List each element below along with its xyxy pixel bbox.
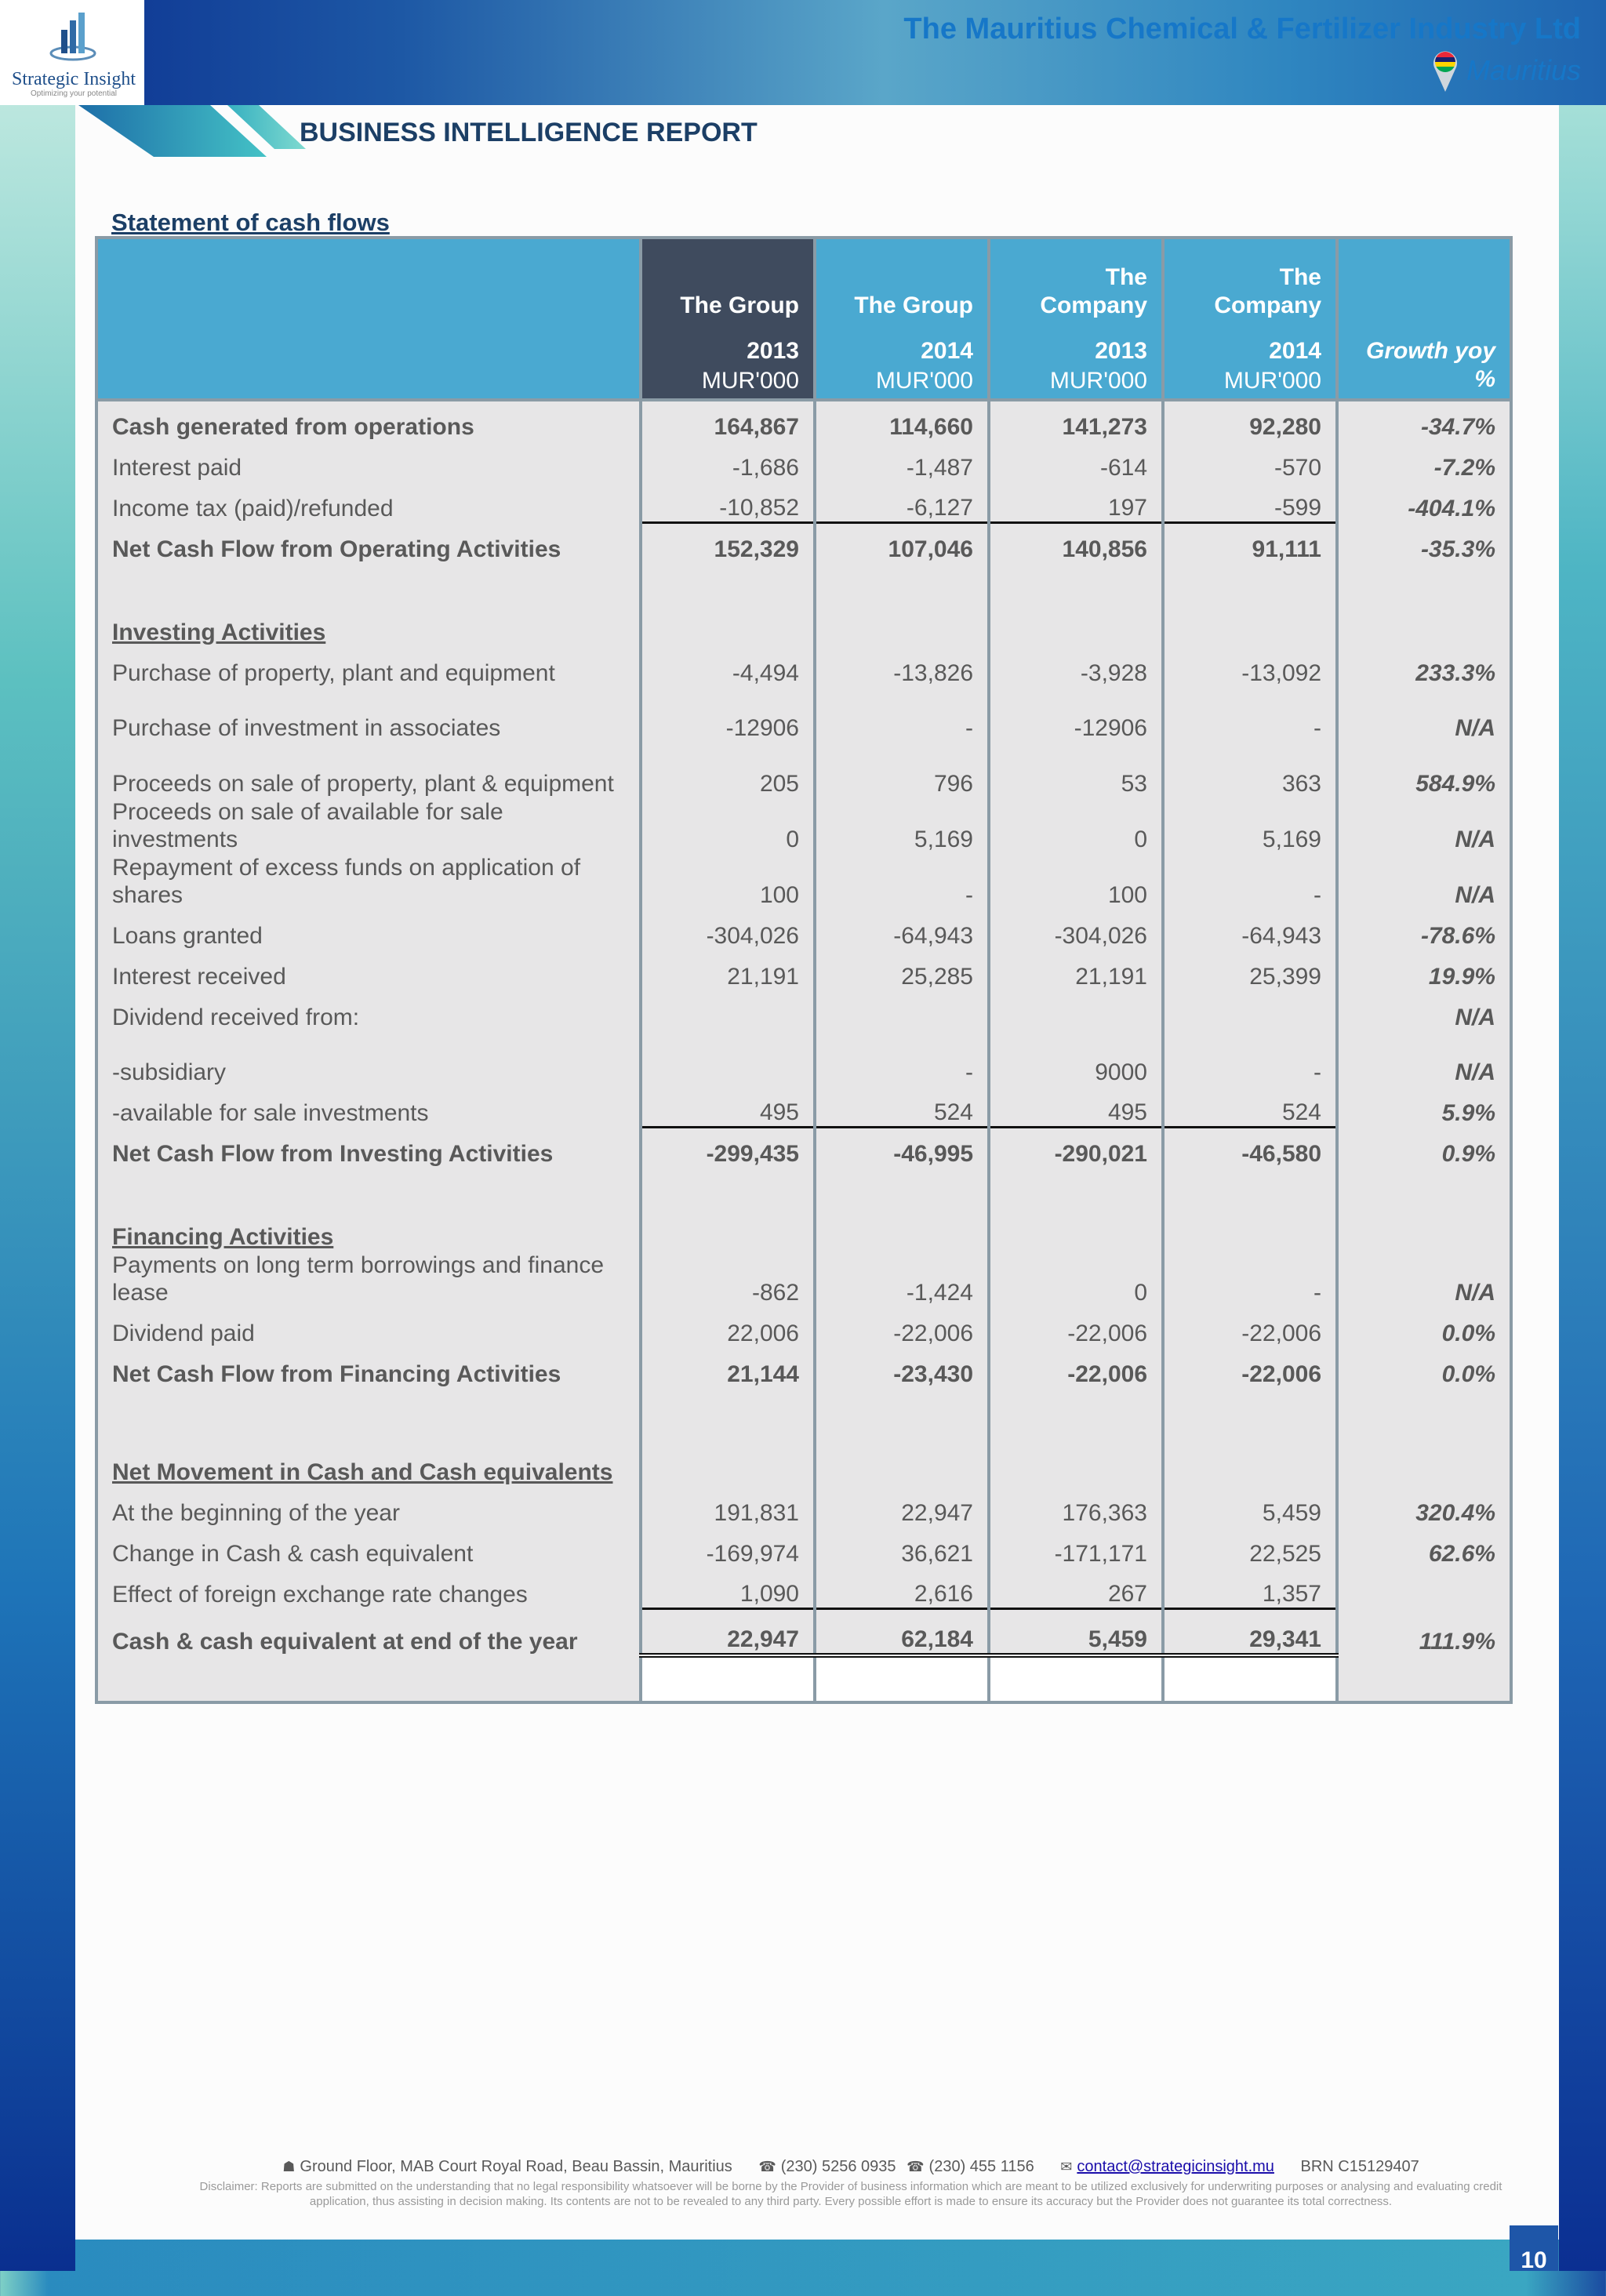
blank-cell: [1163, 1655, 1337, 1702]
value-cell: 141,273: [989, 400, 1163, 441]
value-cell: [641, 605, 815, 646]
value-cell: [1163, 990, 1337, 1031]
value-cell: 62,184: [815, 1608, 989, 1655]
table-row: [96, 1608, 1511, 1655]
table-row: [96, 1430, 1511, 1486]
growth-cell: 320.4%: [1337, 1486, 1511, 1527]
value-cell: 22,525: [1163, 1527, 1337, 1568]
spacer-cell: [1163, 1388, 1337, 1430]
table-row: [96, 1127, 1511, 1168]
value-cell: -570: [1163, 441, 1337, 481]
value-cell: 0: [989, 1251, 1163, 1306]
value-cell: 21,144: [641, 1347, 815, 1388]
growth-cell: [1337, 1210, 1511, 1251]
table-row: [96, 1527, 1511, 1568]
table-row: [96, 742, 1511, 797]
value-cell: 100: [641, 853, 815, 909]
value-cell: [641, 1210, 815, 1251]
table-row: [96, 1486, 1511, 1527]
row-label: Change in Cash & cash equivalent: [96, 1527, 641, 1568]
growth-cell: 0.0%: [1337, 1306, 1511, 1347]
value-cell: 5,169: [815, 797, 989, 853]
table-row: [96, 563, 1511, 605]
growth-cell: N/A: [1337, 797, 1511, 853]
value-cell: -64,943: [1163, 909, 1337, 950]
value-cell: -: [1163, 853, 1337, 909]
growth-cell: N/A: [1337, 1031, 1511, 1086]
value-cell: -: [1163, 1251, 1337, 1306]
value-cell: -1,686: [641, 441, 815, 481]
value-cell: -10,852: [641, 481, 815, 522]
row-label: Dividend received from:: [96, 990, 641, 1031]
value-cell: 53: [989, 742, 1163, 797]
table-row: [96, 481, 1511, 522]
value-cell: 5,459: [1163, 1486, 1337, 1527]
table-row: [96, 400, 1511, 441]
table-row: [96, 687, 1511, 742]
row-label: Interest paid: [96, 441, 641, 481]
left-background-panel: [0, 0, 75, 2271]
growth-cell: 0.9%: [1337, 1127, 1511, 1168]
spacer-cell: [989, 1168, 1163, 1210]
value-cell: -: [1163, 687, 1337, 742]
value-cell: 22,006: [641, 1306, 815, 1347]
row-label: Effect of foreign exchange rate changes: [96, 1568, 641, 1608]
footer-address: Ground Floor, MAB Court Royal Road, Beau Bassin, Mauritius: [300, 2158, 732, 2175]
spacer-cell: [989, 1388, 1163, 1430]
header-blank-cell: [96, 238, 641, 400]
value-cell: -614: [989, 441, 1163, 481]
row-label: Investing Activities: [96, 605, 641, 646]
value-cell: -22,006: [989, 1347, 1163, 1388]
blank-cell: [815, 1655, 989, 1702]
value-cell: 100: [989, 853, 1163, 909]
value-cell: [1163, 1430, 1337, 1486]
value-cell: -12906: [989, 687, 1163, 742]
blank-cell: [641, 1655, 815, 1702]
phone-icon: ☎: [907, 2159, 925, 2174]
value-cell: -6,127: [815, 481, 989, 522]
value-cell: 36,621: [815, 1527, 989, 1568]
growth-cell: N/A: [1337, 1251, 1511, 1306]
row-label: Net Cash Flow from Investing Activities: [96, 1127, 641, 1168]
value-cell: 22,947: [815, 1486, 989, 1527]
value-cell: 21,191: [641, 950, 815, 990]
row-label: Net Cash Flow from Financing Activities: [96, 1347, 641, 1388]
value-cell: 191,831: [641, 1486, 815, 1527]
value-cell: -46,580: [1163, 1127, 1337, 1168]
spacer-cell: [1337, 1388, 1511, 1430]
table-row: [96, 909, 1511, 950]
cash-flow-table: [95, 236, 1513, 1704]
spacer-cell: [641, 1168, 815, 1210]
value-cell: 9000: [989, 1031, 1163, 1086]
spacer-cell: [1163, 563, 1337, 605]
footer: [196, 2158, 1506, 2209]
table-row: [96, 1086, 1511, 1127]
growth-cell: N/A: [1337, 990, 1511, 1031]
row-label: Interest received: [96, 950, 641, 990]
table-row: [96, 441, 1511, 481]
footer-brn: BRN C15129407: [1300, 2158, 1419, 2175]
table-row: [96, 1568, 1511, 1608]
table-row: [96, 950, 1511, 990]
growth-cell: N/A: [1337, 853, 1511, 909]
column-year: 2013: [641, 322, 815, 367]
growth-cell: [1337, 605, 1511, 646]
value-cell: 5,459: [989, 1608, 1163, 1655]
value-cell: -22,006: [815, 1306, 989, 1347]
value-cell: -: [815, 853, 989, 909]
footer-phone-2: (230) 455 1156: [928, 2158, 1034, 2175]
value-cell: -13,092: [1163, 646, 1337, 687]
column-year: 2014: [1163, 322, 1337, 367]
value-cell: [989, 1210, 1163, 1251]
value-cell: [815, 990, 989, 1031]
row-label: Loans granted: [96, 909, 641, 950]
footer-email-link[interactable]: contact@strategicinsight.mu: [1077, 2158, 1274, 2175]
value-cell: 25,399: [1163, 950, 1337, 990]
table-row: [96, 522, 1511, 563]
spacer-cell: [641, 1388, 815, 1430]
table-row: [96, 1306, 1511, 1347]
column-year: 2014: [815, 322, 989, 367]
blank-cell: [96, 1655, 641, 1702]
footer-disclaimer: Disclaimer: Reports are submitted on the understanding that no legal responsibility whatsoever will be borne by the Provider of business information which are meant to be utilized exclusively for underwriting purposes or analysing and evaluating credit application, thus assisting in decision making. Its contents are not to be revealed to any third party. Every possible effort is made to ensure its accuracy but the Provider does not guarantee its total correctness.: [199, 2180, 1502, 2208]
row-label: -subsidiary: [96, 1031, 641, 1086]
value-cell: -1,487: [815, 441, 989, 481]
column-year: 2013: [989, 322, 1163, 367]
spacer-cell: [815, 1388, 989, 1430]
column-unit: MUR'000: [815, 367, 989, 400]
value-cell: 524: [815, 1086, 989, 1127]
growth-cell: -78.6%: [1337, 909, 1511, 950]
growth-cell: N/A: [1337, 687, 1511, 742]
value-cell: 29,341: [1163, 1608, 1337, 1655]
column-entity: The Company: [989, 238, 1163, 322]
table-row: [96, 646, 1511, 687]
section-title: Statement of cash flows: [111, 209, 390, 236]
growth-cell: [1337, 1568, 1511, 1608]
growth-cell: 19.9%: [1337, 950, 1511, 990]
growth-cell: 111.9%: [1337, 1608, 1511, 1655]
value-cell: 205: [641, 742, 815, 797]
logo-name: Strategic Insight: [12, 69, 136, 89]
growth-cell: 233.3%: [1337, 646, 1511, 687]
value-cell: [1163, 605, 1337, 646]
logo: [0, 0, 144, 105]
logo-tagline: Optimizing your potential: [30, 89, 118, 98]
value-cell: -304,026: [989, 909, 1163, 950]
row-label: At the beginning of the year: [96, 1486, 641, 1527]
spacer-cell: [96, 563, 641, 605]
value-cell: -12906: [641, 687, 815, 742]
row-label: Purchase of property, plant and equipment: [96, 646, 641, 687]
table-row: [96, 853, 1511, 909]
value-cell: -13,826: [815, 646, 989, 687]
value-cell: -22,006: [989, 1306, 1163, 1347]
column-unit: MUR'000: [1163, 367, 1337, 400]
value-cell: -169,974: [641, 1527, 815, 1568]
growth-cell: 584.9%: [1337, 742, 1511, 797]
row-label: Financing Activities: [96, 1210, 641, 1251]
value-cell: 1,357: [1163, 1568, 1337, 1608]
page-number: 10: [1510, 2225, 1558, 2271]
spacer-cell: [641, 563, 815, 605]
spacer-cell: [96, 1168, 641, 1210]
value-cell: [989, 1430, 1163, 1486]
blank-cell: [1337, 1655, 1511, 1702]
spacer-cell: [815, 1168, 989, 1210]
column-unit: MUR'000: [641, 367, 815, 400]
table-row: [96, 1388, 1511, 1430]
column-unit: MUR'000: [989, 367, 1163, 400]
value-cell: 363: [1163, 742, 1337, 797]
value-cell: [1163, 1210, 1337, 1251]
row-label: Payments on long term borrowings and finance lease: [96, 1251, 641, 1306]
value-cell: 0: [641, 797, 815, 853]
value-cell: 114,660: [815, 400, 989, 441]
table-row: [96, 1655, 1511, 1702]
value-cell: -22,006: [1163, 1306, 1337, 1347]
value-cell: [989, 990, 1163, 1031]
value-cell: -1,424: [815, 1251, 989, 1306]
company-name: The Mauritius Chemical & Fertilizer Industry Ltd: [903, 13, 1581, 45]
spacer-cell: [989, 563, 1163, 605]
row-label: -available for sale investments: [96, 1086, 641, 1127]
value-cell: -23,430: [815, 1347, 989, 1388]
value-cell: -64,943: [815, 909, 989, 950]
value-cell: -599: [1163, 481, 1337, 522]
value-cell: 796: [815, 742, 989, 797]
row-label: Net Movement in Cash and Cash equivalents: [96, 1430, 641, 1486]
value-cell: 92,280: [1163, 400, 1337, 441]
table-row: [96, 797, 1511, 853]
row-label: Purchase of investment in associates: [96, 687, 641, 742]
value-cell: [641, 1031, 815, 1086]
value-cell: 2,616: [815, 1568, 989, 1608]
house-icon: ☗: [282, 2159, 296, 2174]
phone-icon: ☎: [758, 2159, 776, 2174]
row-label: Repayment of excess funds on application of shares: [96, 853, 641, 909]
value-cell: 267: [989, 1568, 1163, 1608]
growth-cell: 5.9%: [1337, 1086, 1511, 1127]
value-cell: 176,363: [989, 1486, 1163, 1527]
value-cell: [641, 1430, 815, 1486]
table-row: [96, 1031, 1511, 1086]
value-cell: -4,494: [641, 646, 815, 687]
value-cell: -22,006: [1163, 1347, 1337, 1388]
spacer-cell: [815, 563, 989, 605]
value-cell: 21,191: [989, 950, 1163, 990]
column-growth-header: Growth yoy %: [1337, 238, 1511, 400]
column-entity: The Group: [815, 238, 989, 322]
value-cell: 25,285: [815, 950, 989, 990]
envelope-icon: ✉: [1060, 2159, 1073, 2174]
right-background-panel: [1559, 0, 1606, 2271]
value-cell: 91,111: [1163, 522, 1337, 563]
column-entity: The Company: [1163, 238, 1337, 322]
column-entity: The Group: [641, 238, 815, 322]
value-cell: -: [1163, 1031, 1337, 1086]
value-cell: 0: [989, 797, 1163, 853]
logo-bars-icon: [45, 8, 100, 63]
row-label: Net Cash Flow from Operating Activities: [96, 522, 641, 563]
table-row: [96, 1347, 1511, 1388]
row-label: Proceeds on sale of available for sale investments: [96, 797, 641, 853]
table-row: [96, 605, 1511, 646]
spacer-cell: [96, 1388, 641, 1430]
cash-flow-table-body: [96, 400, 1511, 1702]
value-cell: [815, 605, 989, 646]
row-label: Cash generated from operations: [96, 400, 641, 441]
value-cell: [641, 990, 815, 1031]
row-label: Income tax (paid)/refunded: [96, 481, 641, 522]
table-row: [96, 1210, 1511, 1251]
row-label: Cash & cash equivalent at end of the year: [96, 1608, 641, 1655]
country-name: Mauritius: [1466, 54, 1581, 86]
value-cell: -: [815, 1031, 989, 1086]
spacer-cell: [1337, 1168, 1511, 1210]
map-pin-flag-icon: [1432, 49, 1459, 93]
growth-cell: -7.2%: [1337, 441, 1511, 481]
value-cell: -290,021: [989, 1127, 1163, 1168]
value-cell: -: [815, 687, 989, 742]
footer-contact: [196, 2158, 1506, 2176]
spacer-cell: [1163, 1168, 1337, 1210]
value-cell: 197: [989, 481, 1163, 522]
spacer-cell: [1337, 563, 1511, 605]
row-label: Dividend paid: [96, 1306, 641, 1347]
growth-cell: -35.3%: [1337, 522, 1511, 563]
value-cell: 164,867: [641, 400, 815, 441]
growth-cell: -404.1%: [1337, 481, 1511, 522]
growth-cell: [1337, 1430, 1511, 1486]
value-cell: 5,169: [1163, 797, 1337, 853]
value-cell: -862: [641, 1251, 815, 1306]
value-cell: 140,856: [989, 522, 1163, 563]
table-row: [96, 990, 1511, 1031]
value-cell: -171,171: [989, 1527, 1163, 1568]
row-label: Proceeds on sale of property, plant & equipment: [96, 742, 641, 797]
value-cell: [815, 1210, 989, 1251]
value-cell: -299,435: [641, 1127, 815, 1168]
country-row: [1432, 49, 1581, 93]
value-cell: -304,026: [641, 909, 815, 950]
footer-phone: (230) 5256 0935: [780, 2158, 896, 2175]
growth-cell: -34.7%: [1337, 400, 1511, 441]
value-cell: 495: [641, 1086, 815, 1127]
value-cell: 107,046: [815, 522, 989, 563]
table-row: [96, 1251, 1511, 1306]
value-cell: 495: [989, 1086, 1163, 1127]
table-row: [96, 1168, 1511, 1210]
value-cell: [989, 605, 1163, 646]
value-cell: 22,947: [641, 1608, 815, 1655]
value-cell: -3,928: [989, 646, 1163, 687]
value-cell: 152,329: [641, 522, 815, 563]
value-cell: -46,995: [815, 1127, 989, 1168]
blank-cell: [989, 1655, 1163, 1702]
growth-cell: 62.6%: [1337, 1527, 1511, 1568]
report-title: BUSINESS INTELLIGENCE REPORT: [300, 118, 758, 147]
value-cell: 524: [1163, 1086, 1337, 1127]
growth-cell: 0.0%: [1337, 1347, 1511, 1388]
value-cell: [815, 1430, 989, 1486]
value-cell: 1,090: [641, 1568, 815, 1608]
